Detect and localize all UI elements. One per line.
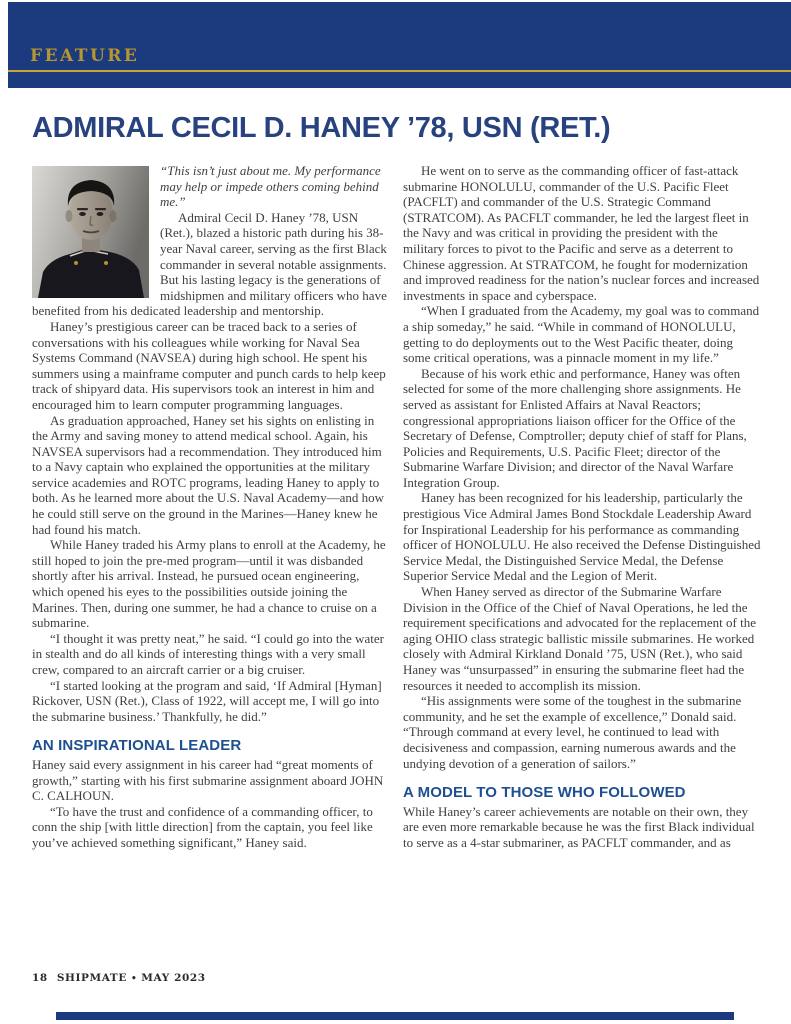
paragraph: When Haney served as director of the Submarine Warfare Division in the Office of the Chief of Naval Operations, he led the requirement specifications and advocated for the replacement of the aging OHIO class strategic ballistic missile submarines. He worked closely with Admiral Kirkland Donald ’75, USN (Ret.), who said Haney was “unsurpassed” in ensuring the submarine fleet had the resources it needed to accomplish its mission.	[403, 584, 757, 693]
paragraph: He went on to serve as the commanding officer of fast-attack submarine HONOLULU, commander of the U.S. Pacific Fleet (PACFLT) and commander of the U.S. Strategic Command (STRATCOM). As PACFLT commander, he led the largest fleet in the Navy and was critical in providing the president with the military forces to pivot to the Pacific and serve as a deterrent to Chinese aggression. At STRATCOM, he fought for modernization and improved readiness for the nation’s nuclear forces and increased investments in space and cyberspace.	[403, 163, 760, 303]
section-heading-model-followed: A MODEL TO THOSE WHO FOLLOWED	[403, 784, 686, 802]
pull-quote: “This isn’t just about me. My performance may help or impede others coming behind me.”	[160, 163, 381, 210]
paragraph: Haney’s prestigious career can be traced back to a series of conversations with his colleagues while working for Naval Sea Systems Command (NAVSEA) during high school. He spent his summers using a mainframe computer and punch cards to help keep track of shipyard data. His supervisors took an interest in him and encouraged him to learn computer programming languages.	[32, 318, 386, 412]
page-number: 18	[32, 972, 48, 984]
paragraph: Haney said every assignment in his career had “great moments of growth,” starting with his first submarine assignment aboard JOHN C. CALHOUN.	[32, 756, 384, 804]
paragraph: Because of his work ethic and performance, Haney was often selected for some of the more challenging shore assignments. He served as assistant for Enlisted Affairs at Naval Reactors; congressional appropriations liaison officer for the Office of the Secretary of Defense, Comptroller; deputy chief of staff for Plans, Policies and Requirements, U.S. Pacific Fleet; director of the Submarine Warfare Division; and director of the Naval Warfare Integration Group.	[403, 365, 747, 490]
paragraph: While Haney’s career achievements are notable on their own, they are even more remarkable because he was the first Black individual to serve as a 4-star submariner, as PACFLT commander, and as	[403, 803, 755, 850]
feature-label: FEATURE	[30, 46, 140, 66]
portrait-illustration	[32, 166, 149, 298]
footer-separator: •	[130, 974, 138, 984]
page-footer	[32, 972, 206, 984]
left-column	[32, 163, 390, 851]
article-body	[32, 163, 762, 851]
magazine-name: SHIPMATE	[56, 972, 127, 984]
haney-portrait-photo	[32, 166, 149, 298]
article-title: ADMIRAL CECIL D. HANEY ’78, USN (RET.)	[32, 112, 611, 144]
paragraph: Haney has been recognized for his leadership, particularly the prestigious Vice Admiral James Bond Stockdale Leadership Award for Inspirational Leadership for his performance as commanding officer of HONOLULU. He also received the Defense Distinguished Service Medal, the Distinguished Service Medal, the Defense Superior Service Medal and the Legion of Merit.	[403, 490, 761, 584]
issue-date: MAY 2023	[141, 972, 206, 984]
paragraph: “To have the trust and confidence of a commanding officer, to conn the ship [with little direction] from the captain, you feel like you’ve achieved something significant,” Haney said.	[32, 803, 373, 850]
paragraph: While Haney traded his Army plans to enroll at the Academy, he still hoped to join the pre-med program—until it was disbanded shortly after his arrival. Instead, he pursued ocean engineering, which opened his eyes to the possibilities outside joining the Marines. Then, during one summer, he had a chance to cruise on a submarine.	[32, 537, 386, 631]
bottom-rule	[56, 1012, 734, 1020]
paragraph: Admiral Cecil D. Haney ’78, USN (Ret.), blazed a historic path during his 38-year Naval career, serving as the first Black commander in several notable assignments. But his lasting legacy is the generations of midshipmen and military officers who have benefited from his dedicated leadership and mentorship.	[32, 209, 387, 319]
gold-rule	[8, 70, 791, 72]
paragraph: “I started looking at the program and said, ‘If Admiral [Hyman] Rickover, USN (Ret.), Class of 1922, will accept me, I will go into the submarine business.’ Thankfully, he did.”	[32, 677, 382, 724]
right-column	[403, 163, 761, 851]
paragraph: “His assignments were some of the toughest in the submarine community, and he set the example of excellence,” Donald said. “Through command at every level, he continued to lead with decisiveness and compassion, earning numerous awards and the undying devotion of a generation of sailors.”	[403, 693, 742, 771]
paragraph: “When I graduated from the Academy, my goal was to command a ship someday,” he said. “While in command of HONOLULU, getting to do deployments out to the West Pacific theater, doing some critical operations, was a pinnacle moment in my life.”	[403, 303, 760, 366]
paragraph: As graduation approached, Haney set his sights on enlisting in the Army and saving money to attend medical school. Again, his NAVSEA supervisors had a recommendation. They introduced him to a Navy captain who explained the opportunities at the military service academies and ROTC programs, leading Haney to apply to both. As he learned more about the U.S. Naval Academy—and how he could still serve on the ground in the Marines—Haney knew he had found his match.	[32, 412, 384, 537]
section-heading-inspirational-leader: AN INSPIRATIONAL LEADER	[32, 737, 242, 755]
paragraph: “I thought it was pretty neat,” he said. “I could go into the water in stealth and do all kinds of interesting things with a very small crew, compared to an aircraft carrier or a big cruiser.	[32, 630, 384, 677]
feature-banner	[8, 2, 791, 88]
